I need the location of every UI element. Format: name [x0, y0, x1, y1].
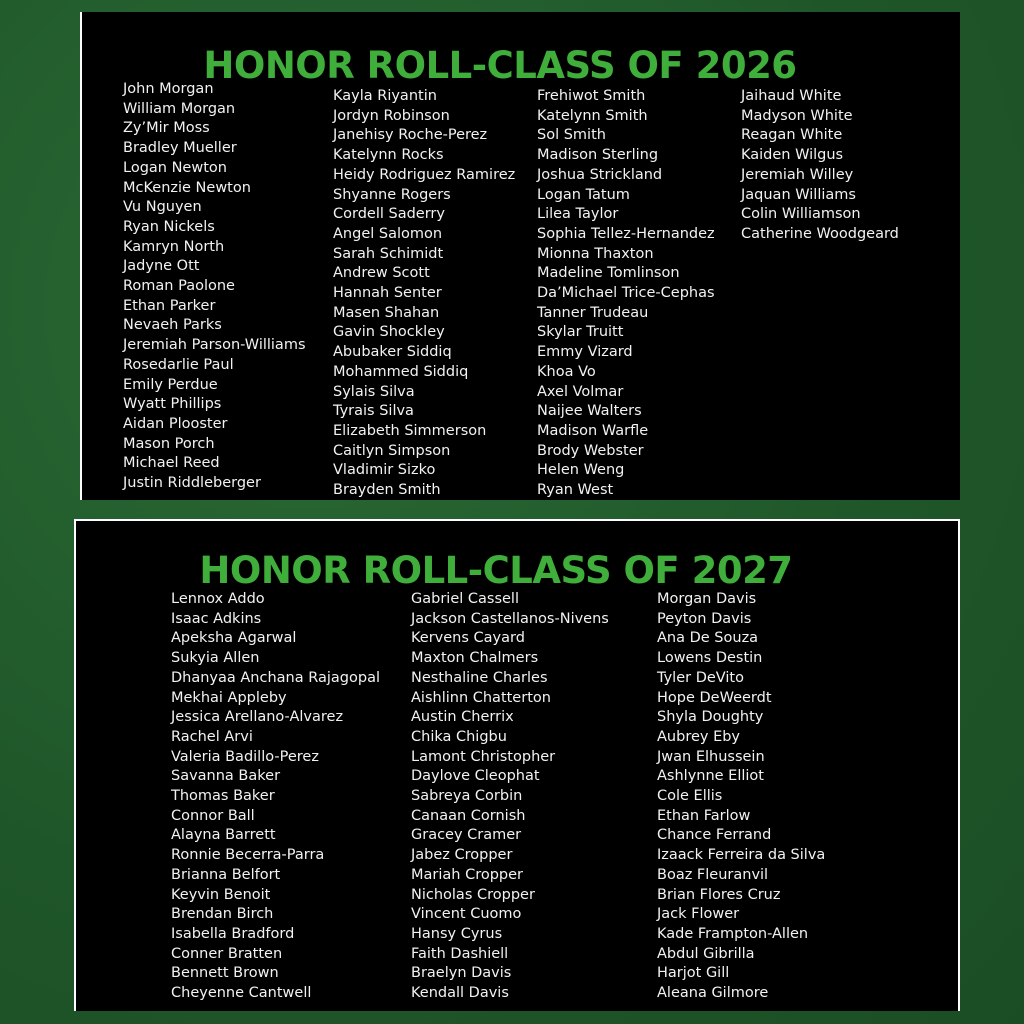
class-2026-column-3	[537, 87, 715, 501]
student-name: Shyanne Rogers	[333, 186, 451, 203]
student-name: Sophia Tellez-Hernandez	[537, 225, 715, 242]
student-name: Boaz Fleuranvil	[657, 866, 769, 883]
student-name: Michael Reed	[123, 455, 220, 472]
student-name: Kade Frampton-Allen	[657, 925, 809, 942]
student-name: Hannah Senter	[333, 285, 442, 302]
student-name: Valeria Badillo-Perez	[171, 748, 319, 765]
student-name: Logan Tatum	[537, 186, 630, 203]
student-name: Savanna Baker	[171, 768, 281, 785]
student-name: Angel Salomon	[333, 225, 443, 242]
student-name: Caitlyn Simpson	[333, 442, 451, 459]
student-name: Rachel Arvi	[171, 728, 253, 745]
student-name: Harjot Gill	[657, 965, 730, 982]
student-name: Brayden Smith	[333, 482, 441, 499]
student-name: Sukyia Allen	[171, 650, 260, 667]
student-name: Mason Porch	[123, 435, 215, 452]
class-2027-column-1	[171, 590, 380, 1004]
student-name: Hansy Cyrus	[411, 925, 503, 942]
student-name: Izaack Ferreira da Silva	[657, 847, 826, 864]
student-name: Madison Sterling	[537, 147, 659, 164]
student-name: Mekhai Appleby	[171, 689, 287, 706]
student-name: Nesthaline Charles	[411, 669, 548, 686]
student-name: Mohammed Siddiq	[333, 363, 469, 380]
student-name: Aubrey Eby	[657, 728, 741, 745]
student-name: Braelyn Davis	[411, 965, 512, 982]
student-name: Sarah Schimidt	[333, 245, 444, 262]
class-2026-column-2	[333, 87, 515, 501]
student-name: Zy’Mir Moss	[123, 120, 210, 137]
student-name: Gabriel Cassell	[411, 591, 519, 607]
student-name: Katelynn Rocks	[333, 147, 444, 164]
student-name: Janehisy Roche-Perez	[333, 127, 488, 144]
student-name: Connor Ball	[171, 807, 255, 824]
student-name: Jadyne Ott	[123, 258, 200, 275]
student-name: Nevaeh Parks	[123, 317, 222, 334]
student-name: Emily Perdue	[123, 376, 218, 393]
student-name: Isabella Bradford	[171, 925, 295, 942]
student-name: Vladimir Sizko	[333, 462, 436, 479]
student-name: Maxton Chalmers	[411, 650, 539, 667]
student-name: Wyatt Phillips	[123, 396, 222, 413]
student-name: Mariah Cropper	[411, 866, 523, 883]
student-name: Jwan Elhussein	[657, 748, 765, 765]
student-name: Masen Shahan	[333, 304, 440, 321]
student-name: Ethan Parker	[123, 297, 216, 314]
student-name: Jaihaud White	[741, 88, 842, 104]
student-name: Ethan Farlow	[657, 807, 751, 824]
student-name: Elizabeth Simmerson	[333, 422, 487, 439]
class-2026-column-1	[123, 80, 306, 494]
student-name: Tyrais Silva	[333, 403, 414, 420]
student-name: Cole Ellis	[657, 788, 723, 805]
student-name: Jabez Cropper	[411, 847, 513, 864]
student-name: Ana De Souza	[657, 630, 759, 647]
honor-roll-2027-title: HONOR ROLL-CLASS OF 2027	[199, 549, 793, 592]
student-name: Keyvin Benoit	[171, 886, 271, 903]
student-name: Kaiden Wilgus	[741, 147, 844, 164]
student-name: John Morgan	[123, 81, 214, 97]
student-name: Andrew Scott	[333, 265, 430, 282]
student-name: Cordell Saderry	[333, 206, 445, 223]
student-name: Khoa Vo	[537, 363, 596, 380]
student-name: Thomas Baker	[171, 788, 275, 805]
student-name: Chika Chigbu	[411, 728, 507, 745]
student-name: Ryan Nickels	[123, 218, 215, 235]
student-name: Abubaker Siddiq	[333, 344, 452, 361]
student-name: Hope DeWeerdt	[657, 689, 772, 706]
student-name: Tanner Trudeau	[537, 304, 649, 321]
student-name: Reagan White	[741, 127, 843, 144]
student-name: Kayla Riyantin	[333, 88, 437, 104]
student-name: Bradley Mueller	[123, 140, 237, 157]
student-name: Sabreya Corbin	[411, 788, 523, 805]
student-name: Gracey Cramer	[411, 827, 522, 844]
honor-roll-2026-title: HONOR ROLL-CLASS OF 2026	[203, 44, 797, 87]
student-name: Joshua Strickland	[537, 166, 663, 183]
student-name: Kamryn North	[123, 238, 225, 255]
student-name: Faith Dashiell	[411, 945, 509, 962]
student-name: Rosedarlie Paul	[123, 356, 234, 373]
student-name: Morgan Davis	[657, 591, 757, 607]
student-name: Kervens Cayard	[411, 630, 525, 647]
student-name: Sol Smith	[537, 127, 606, 144]
student-name: Madyson White	[741, 107, 853, 124]
student-name: Jackson Castellanos-Nivens	[411, 610, 609, 627]
student-name: Aleana Gilmore	[657, 985, 769, 1002]
student-name: Shyla Doughty	[657, 709, 764, 726]
student-name: Sylais Silva	[333, 383, 415, 400]
student-name: Brianna Belfort	[171, 866, 281, 883]
student-name: Daylove Cleophat	[411, 768, 540, 785]
student-name: Jaquan Williams	[741, 186, 856, 203]
student-name: Heidy Rodriguez Ramirez	[333, 166, 516, 183]
student-name: Catherine Woodgeard	[741, 225, 899, 242]
student-name: Skylar Truitt	[537, 324, 624, 341]
student-name: Aishlinn Chatterton	[411, 689, 551, 706]
student-name: Conner Bratten	[171, 945, 283, 962]
student-name: Nicholas Cropper	[411, 886, 535, 903]
student-name: Apeksha Agarwal	[171, 630, 297, 647]
student-name: Jack Flower	[657, 906, 740, 923]
student-name: Kendall Davis	[411, 985, 509, 1002]
student-name: Brian Flores Cruz	[657, 886, 781, 903]
student-name: Alayna Barrett	[171, 827, 276, 844]
student-name: Peyton Davis	[657, 610, 752, 627]
student-name: Roman Paolone	[123, 278, 235, 295]
student-name: Canaan Cornish	[411, 807, 526, 824]
student-name: Axel Volmar	[537, 383, 624, 400]
student-name: Gavin Shockley	[333, 324, 445, 341]
student-name: William Morgan	[123, 100, 236, 117]
student-name: Vincent Cuomo	[411, 906, 522, 923]
student-name: Bennett Brown	[171, 965, 279, 982]
student-name: Jeremiah Parson-Williams	[123, 337, 306, 354]
class-2027-column-3	[657, 590, 825, 1004]
student-name: Brody Webster	[537, 442, 644, 459]
student-name: Vu Nguyen	[123, 199, 202, 216]
student-name: Madison Warfle	[537, 422, 649, 439]
student-name: Dhanyaa Anchana Rajagopal	[171, 669, 380, 686]
student-name: Isaac Adkins	[171, 610, 262, 627]
student-name: Helen Weng	[537, 462, 625, 479]
student-name: Ronnie Becerra-Parra	[171, 847, 325, 864]
student-name: Tyler DeVito	[657, 669, 744, 686]
student-name: Lamont Christopher	[411, 748, 556, 765]
student-name: Colin Williamson	[741, 206, 861, 223]
student-name: Brendan Birch	[171, 906, 274, 923]
student-name: Jessica Arellano-Alvarez	[171, 709, 344, 726]
student-name: Logan Newton	[123, 159, 227, 176]
student-name: Ashlynne Elliot	[657, 768, 764, 785]
student-name: Justin Riddleberger	[123, 475, 261, 492]
student-name: Naijee Walters	[537, 403, 642, 420]
student-name: Cheyenne Cantwell	[171, 985, 312, 1002]
student-name: Katelynn Smith	[537, 107, 648, 124]
student-name: Lilea Taylor	[537, 206, 619, 223]
student-name: Jordyn Robinson	[333, 107, 450, 124]
student-name: Austin Cherrix	[411, 709, 514, 726]
student-name: Aidan Plooster	[123, 415, 228, 432]
student-name: Mionna Thaxton	[537, 245, 654, 262]
student-name: Emmy Vizard	[537, 344, 633, 361]
student-name: Lowens Destin	[657, 650, 763, 667]
student-name: McKenzie Newton	[123, 179, 251, 196]
student-name: Madeline Tomlinson	[537, 265, 680, 282]
class-2026-column-4	[741, 87, 899, 245]
student-name: Ryan West	[537, 482, 614, 499]
student-name: Da’Michael Trice-Cephas	[537, 285, 715, 302]
student-name: Frehiwot Smith	[537, 88, 646, 104]
student-name: Lennox Addo	[171, 591, 265, 607]
class-2027-column-2	[411, 590, 609, 1004]
student-name: Chance Ferrand	[657, 827, 772, 844]
student-name: Jeremiah Willey	[741, 166, 854, 183]
student-name: Abdul Gibrilla	[657, 945, 755, 962]
